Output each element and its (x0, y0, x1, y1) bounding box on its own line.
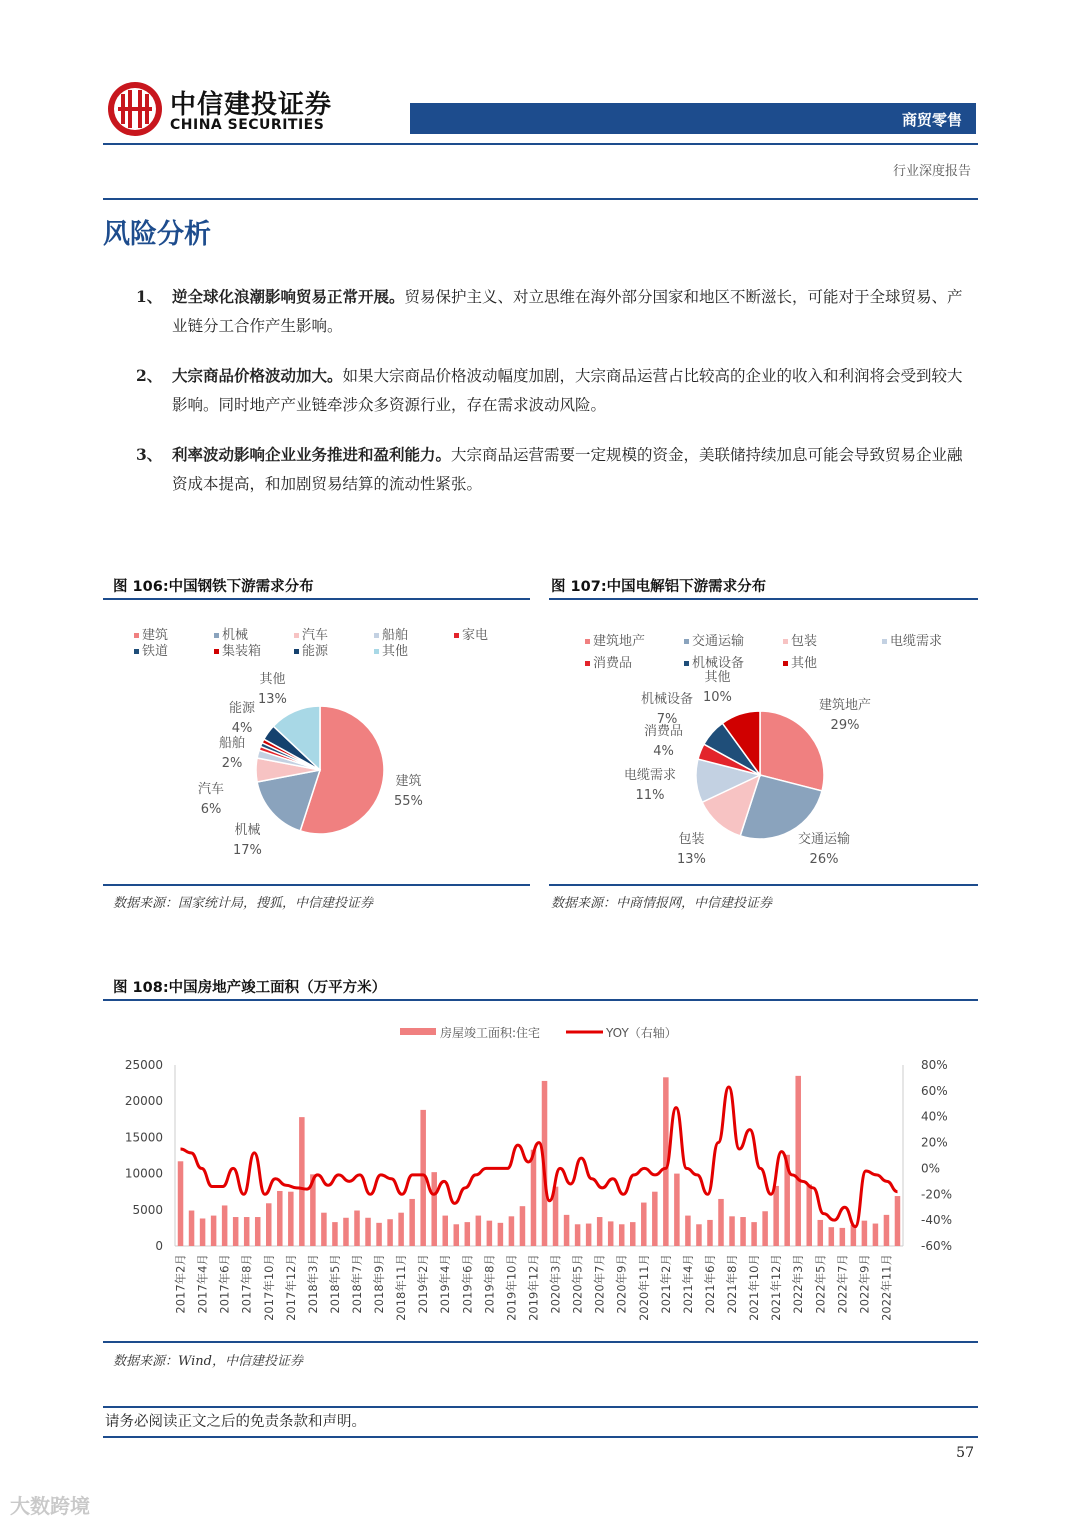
legend-label-line: YOY（右轴） (606, 1026, 677, 1040)
bar (762, 1211, 768, 1246)
fig106-source: 数据来源：国家统计局，搜狐，中信建投证券 (113, 896, 374, 911)
x-tick-label: 2022年11月 (879, 1254, 894, 1321)
x-tick-label: 2018年5月 (327, 1254, 342, 1314)
y-left-tick-label: 25000 (124, 1058, 163, 1072)
legend-swatch (374, 633, 379, 638)
legend-label: 机械设备 (692, 656, 745, 671)
legend-swatch (454, 633, 459, 638)
legend-label: 其他 (791, 656, 818, 671)
brand-name-cn: 中信建投证券 (170, 90, 333, 120)
pie-label-name: 船舶 (219, 736, 246, 751)
bar (696, 1224, 702, 1246)
x-tick-label: 2020年11月 (636, 1254, 651, 1321)
bar (608, 1221, 614, 1246)
bar (409, 1199, 415, 1246)
legend-label: 包装 (791, 634, 818, 649)
bar (365, 1218, 371, 1246)
legend-label: 汽车 (302, 628, 329, 643)
bar (718, 1199, 724, 1246)
legend-swatch (684, 639, 689, 644)
pie-data-label (229, 699, 255, 739)
pie-label-name: 交通运输 (798, 832, 851, 847)
bar (818, 1220, 824, 1246)
bar (795, 1076, 801, 1246)
bar (685, 1216, 691, 1246)
pie-label-value: 17% (233, 843, 262, 858)
brand-name-en: CHINA SECURITIES (170, 117, 325, 133)
pie-data-label (677, 830, 706, 870)
bar (597, 1217, 603, 1246)
bar (674, 1174, 680, 1246)
pie-label-name: 其他 (259, 672, 286, 687)
x-tick-label: 2019年10月 (504, 1254, 519, 1321)
bar (829, 1227, 835, 1246)
bar (619, 1224, 625, 1246)
pie-data-label (198, 780, 224, 820)
x-tick-label: 2021年10月 (747, 1254, 762, 1321)
x-tick-label: 2020年9月 (614, 1254, 629, 1314)
legend-swatch (585, 661, 590, 666)
bar (840, 1228, 846, 1246)
x-tick-label: 2017年10月 (261, 1254, 276, 1321)
bar (376, 1223, 382, 1246)
legend-label: 家电 (462, 628, 489, 643)
x-tick-label: 2018年7月 (350, 1254, 364, 1314)
fig106-title: 图 106:中国钢铁下游需求分布 (113, 579, 314, 595)
pie-label-name: 机械 (234, 823, 261, 838)
x-tick-label: 2020年7月 (592, 1254, 607, 1314)
risk-text: 贸易保护主义、对立思维在海外部分国家和地区不断滋长，可能对于全球贸易、产业链分工合作产生影响。 (172, 288, 963, 335)
bar (740, 1217, 746, 1246)
pie-data-label (641, 690, 693, 730)
bar (586, 1224, 592, 1246)
legend-label: 电缆需求 (890, 634, 943, 649)
bar (222, 1205, 228, 1246)
risk-heading: 逆全球化浪潮影响贸易正常开展。 (172, 287, 405, 306)
fig108-source: 数据来源：Wind，中信建投证券 (113, 1354, 303, 1369)
risk-heading: 大宗商品价格波动加大。 (172, 366, 343, 385)
y-right-tick-label: -20% (921, 1187, 953, 1202)
legend-item (134, 640, 168, 659)
legend-label-bar: 房屋竣工面积:住宅 (440, 1026, 541, 1040)
bar (178, 1161, 184, 1246)
x-tick-label: 2020年3月 (548, 1254, 563, 1314)
bar (729, 1216, 735, 1246)
legend-label: 铁道 (142, 644, 169, 659)
x-tick-label: 2019年6月 (460, 1254, 475, 1314)
pie-label-value: 4% (653, 744, 674, 759)
x-tick-label: 2018年11月 (394, 1254, 409, 1321)
legend-item (585, 630, 645, 649)
pie-label-value: 4% (231, 721, 253, 736)
pie-label-value: 11% (635, 788, 665, 803)
bar (751, 1222, 757, 1246)
fig107-title: 图 107:中国电解铝下游需求分布 (551, 579, 767, 595)
bar (255, 1217, 261, 1246)
bar (487, 1221, 493, 1246)
bar (873, 1224, 879, 1246)
company-logo (106, 80, 164, 138)
legend-item (294, 640, 328, 659)
footer-bottom-rule (103, 1436, 978, 1438)
bar (277, 1191, 283, 1246)
risk-text: 如果大宗商品价格波动幅度加剧，大宗商品运营占比较高的企业的收入和利润将会受到较大影响。同时地产产业链牵涉众多资源行业，存在需求波动风险。 (172, 367, 963, 414)
pie-label-value: 26% (809, 852, 839, 867)
y-right-tick-label: 80% (921, 1058, 948, 1072)
bar (244, 1217, 250, 1246)
x-tick-label: 2022年7月 (835, 1254, 850, 1314)
disclaimer: 请务必阅读正文之后的免责条款和声明。 (105, 1414, 366, 1430)
pie-label-name: 建筑地产 (819, 698, 872, 713)
sector-label: 商贸零售 (901, 111, 962, 129)
x-tick-label: 2021年2月 (658, 1254, 673, 1314)
pie-data-label (703, 668, 732, 708)
bar (520, 1206, 526, 1246)
y-left-tick-label: 15000 (124, 1130, 163, 1145)
legend-label: 建筑 (142, 628, 169, 643)
y-right-tick-label: 20% (921, 1135, 948, 1150)
pie-data-label (624, 766, 676, 806)
fig108-title: 图 108:中国房地产竣工面积（万平方米） (113, 980, 387, 996)
y-right-tick-label: 60% (921, 1083, 948, 1098)
bar (200, 1218, 206, 1246)
bar (398, 1213, 404, 1246)
bar (773, 1186, 779, 1246)
bar (707, 1220, 713, 1246)
legend-swatch (134, 649, 139, 654)
x-tick-label: 2021年8月 (725, 1254, 740, 1314)
x-tick-label: 2021年4月 (680, 1254, 695, 1314)
bar (266, 1203, 272, 1246)
fig107-source: 数据来源：中商情报网，中信建投证券 (551, 896, 773, 911)
legend-item (684, 630, 744, 649)
x-tick-label: 2021年12月 (769, 1254, 784, 1321)
bar (332, 1222, 338, 1246)
header-divider-2 (103, 198, 978, 200)
y-right-tick-label: 40% (921, 1109, 948, 1124)
legend-swatch (783, 639, 788, 644)
bar (564, 1215, 570, 1246)
fig107-bottom-rule (549, 884, 978, 886)
legend-item (454, 624, 488, 643)
legend-swatch (214, 633, 219, 638)
bar (895, 1196, 901, 1246)
bar (465, 1222, 471, 1246)
legend-swatch (882, 639, 887, 644)
legend-item (783, 652, 817, 671)
pie-label-name: 能源 (229, 701, 256, 716)
bar (454, 1224, 460, 1246)
legend-label: 其他 (382, 644, 409, 659)
legend-swatch (684, 661, 689, 666)
pie-data-label (819, 696, 871, 736)
legend-swatch (134, 633, 139, 638)
y-left-tick-label: 0 (155, 1239, 163, 1253)
pie-label-value: 7% (656, 712, 678, 727)
x-tick-label: 2019年2月 (416, 1254, 431, 1314)
pie-label-name: 其他 (704, 670, 731, 685)
pie-label-name: 机械设备 (641, 692, 694, 707)
x-tick-label: 2017年8月 (239, 1254, 254, 1314)
fig107-pie-chart (690, 705, 830, 845)
legend-swatch (294, 649, 299, 654)
bar (288, 1192, 294, 1246)
bar (299, 1117, 305, 1246)
fig108-top-rule (103, 999, 978, 1001)
fig108-bottom-rule (103, 1341, 978, 1343)
fig106-bottom-rule (103, 884, 530, 886)
risk-item-3 (136, 440, 978, 499)
pie-label-value: 6% (200, 802, 222, 817)
bar (387, 1219, 393, 1246)
bar (431, 1172, 437, 1246)
x-tick-label: 2017年6月 (217, 1254, 232, 1314)
pie-label-name: 电缆需求 (624, 768, 677, 783)
x-tick-label: 2018年9月 (372, 1254, 387, 1314)
x-tick-label: 2022年5月 (813, 1254, 828, 1314)
pie-data-label (258, 670, 287, 710)
x-tick-label: 2022年9月 (857, 1254, 872, 1314)
bar (509, 1216, 515, 1246)
x-tick-label: 2021年6月 (702, 1254, 717, 1314)
bar (575, 1224, 581, 1246)
pie-label-value: 13% (258, 692, 287, 707)
legend-swatch (294, 633, 299, 638)
report-type: 行业深度报告 (892, 164, 971, 179)
legend-swatch (585, 639, 590, 644)
bar (652, 1192, 658, 1246)
fig107-top-rule (549, 598, 978, 600)
header-divider (103, 143, 978, 145)
bar (806, 1184, 812, 1246)
bar (862, 1221, 868, 1246)
x-tick-label: 2018年3月 (305, 1254, 320, 1314)
legend-label: 能源 (302, 644, 329, 659)
pie-data-label (233, 821, 262, 861)
risk-item-2 (136, 361, 978, 420)
pie-label-value: 29% (830, 718, 860, 733)
legend-swatch (374, 649, 379, 654)
legend-item (882, 630, 942, 649)
bar (343, 1218, 349, 1246)
legend-label: 船舶 (382, 628, 409, 643)
pie-data-label (219, 734, 245, 774)
risk-number: 3、 (136, 445, 163, 464)
x-tick-label: 2020年5月 (570, 1254, 585, 1314)
bar (531, 1150, 537, 1246)
pie-data-label (798, 830, 850, 870)
risk-heading: 利率波动影响企业业务推进和盈利能力。 (172, 445, 452, 464)
y-left-tick-label: 20000 (124, 1094, 163, 1109)
risk-number: 1、 (136, 287, 163, 306)
y-right-tick-label: 0% (921, 1161, 941, 1176)
bar (641, 1203, 647, 1246)
bar (498, 1223, 504, 1246)
pie-label-value: 10% (703, 690, 732, 705)
legend-swatch (214, 649, 219, 654)
sector-banner (410, 103, 976, 134)
pie-label-name: 消费品 (644, 724, 684, 739)
legend-label: 建筑地产 (593, 634, 646, 649)
risk-text: 大宗商品运营需要一定规模的资金，美联储持续加息可能会导致贸易企业融资成本提高，和加剧贸易结算的流动性紧张。 (172, 446, 963, 493)
bar (851, 1225, 857, 1246)
pie-label-value: 13% (677, 852, 706, 867)
pie-label-name: 建筑 (395, 774, 422, 789)
pie-label-name: 汽车 (198, 782, 225, 797)
legend-swatch (783, 661, 788, 666)
bar (884, 1215, 890, 1246)
bar (233, 1217, 239, 1246)
fig106-pie-chart (250, 700, 390, 840)
legend-label: 机械 (222, 628, 249, 643)
y-left-tick-label: 5000 (132, 1202, 163, 1217)
risk-item-1 (136, 282, 978, 341)
legend-item (214, 640, 261, 659)
pie-label-name: 包装 (678, 832, 705, 847)
legend-item (374, 640, 408, 659)
y-right-tick-label: -40% (921, 1213, 953, 1228)
x-tick-label: 2017年2月 (173, 1254, 188, 1314)
bar (321, 1213, 327, 1246)
fig108-combo-chart (103, 1015, 978, 1335)
y-right-tick-label: -60% (921, 1239, 953, 1253)
bar (189, 1211, 195, 1246)
legend-item (585, 652, 632, 671)
x-tick-label: 2017年4月 (195, 1254, 210, 1314)
footer-top-rule (103, 1406, 978, 1408)
x-tick-label: 2019年8月 (482, 1254, 497, 1314)
legend-label: 交通运输 (692, 634, 745, 649)
watermark: 大数跨境 (10, 1494, 90, 1518)
risk-number: 2、 (136, 366, 163, 385)
pie-data-label (394, 772, 423, 812)
pie-label-value: 55% (394, 794, 423, 809)
bar (442, 1216, 448, 1246)
fig106-top-rule (103, 598, 530, 600)
section-title: 风险分析 (103, 219, 211, 250)
legend-label: 集装箱 (222, 644, 262, 659)
x-tick-label: 2019年12月 (526, 1254, 541, 1321)
x-tick-label: 2022年3月 (791, 1254, 806, 1314)
bar (630, 1222, 636, 1246)
y-left-tick-label: 10000 (124, 1166, 163, 1181)
legend-item (783, 630, 817, 649)
bar (211, 1216, 217, 1246)
pie-label-value: 2% (221, 756, 243, 771)
legend-label: 消费品 (593, 656, 633, 671)
legend-swatch-bar (400, 1028, 436, 1035)
bar (476, 1216, 482, 1246)
page-number: 57 (956, 1445, 974, 1461)
x-tick-label: 2017年12月 (283, 1254, 298, 1321)
x-tick-label: 2019年4月 (438, 1254, 453, 1314)
bar (354, 1211, 360, 1246)
